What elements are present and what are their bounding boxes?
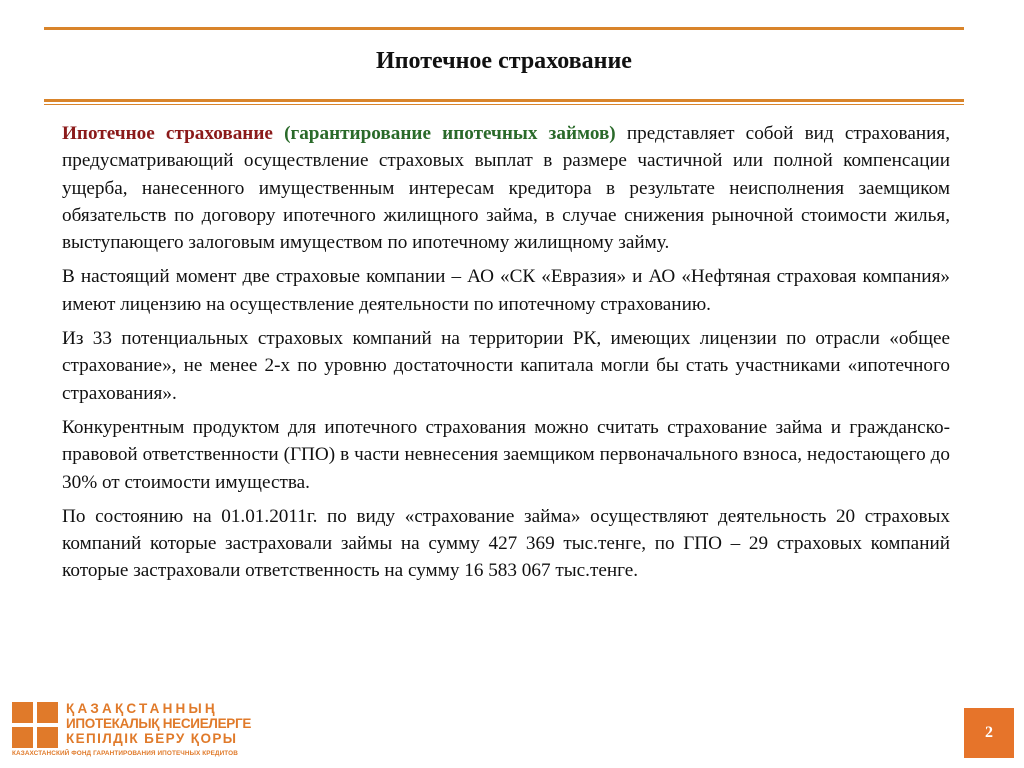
- logo-squares-icon: [12, 702, 58, 748]
- fund-logo: [12, 702, 272, 762]
- term-highlight: Ипотечное страхование: [62, 123, 273, 144]
- term-synonym: (гарантирование ипотечных займов): [284, 123, 616, 144]
- logo-line-1: ҚАЗАҚСТАННЫҢ: [66, 701, 218, 716]
- paragraph-statistics: По состоянию на 01.01.2011г. по виду «страхование займа» осуществляют деятельность 20 страховых компаний которые застраховали займы на сумму 427 369 тыс.тенге, по ГПО – 29 страховых компаний которые застраховали ответственность на сумму 16 583 067 тыс.тенге.: [62, 505, 950, 582]
- paragraph-competing-product: Конкурентным продуктом для ипотечного страхования можно считать страхование займа и гражданско-правовой ответственности (ГПО) в части невнесения заемщиком первоначального взноса, недостающего до 30% от стоимости имущества.: [62, 416, 950, 493]
- logo-line-2: ИПОТЕКАЛЫҚ НЕСИЕЛЕРГЕ: [66, 716, 252, 731]
- logo-line-3: КЕПІЛДІК БЕРУ ҚОРЫ: [66, 731, 238, 746]
- title-divider-thick: [44, 99, 964, 102]
- top-divider: [44, 27, 964, 30]
- paragraph-licensed-companies: В настоящий момент две страховые компании – АО «СК «Евразия» и АО «Нефтяная страховая компания» имеют лицензию на осуществление деятельности по ипотечному страхованию.: [62, 266, 950, 315]
- logo-wordmark: [66, 701, 251, 746]
- slide-body: [62, 120, 950, 592]
- slide-title: Ипотечное страхование: [376, 48, 632, 74]
- logo-subtitle: КАЗАХСТАНСКИЙ ФОНД ГАРАНТИРОВАНИЯ ИПОТЕЧНЫХ КРЕДИТОВ: [12, 750, 238, 757]
- title-divider-thin: [44, 104, 964, 105]
- page-number-badge: 2: [964, 708, 1014, 758]
- definition-text: представляет собой вид страхования, предусматривающий осуществление страховых выплат в размере частичной или полной компенсации ущерба, нанесенного имущественным интересам кредитора в результате неисполнения заемщиком обязательств по договору ипотечного жилищного займа, в случае снижения рыночной стоимости жилья, выступающего залоговым имуществом по ипотечному жилищному займу.: [62, 123, 951, 254]
- paragraph-potential-companies: Из 33 потенциальных страховых компаний на территории РК, имеющих лицензии по отрасли «общее страхование», не менее 2-х по уровню достаточности капитала могли бы стать участниками «ипотечного страхования».: [62, 328, 950, 404]
- paragraph-definition: [62, 120, 950, 256]
